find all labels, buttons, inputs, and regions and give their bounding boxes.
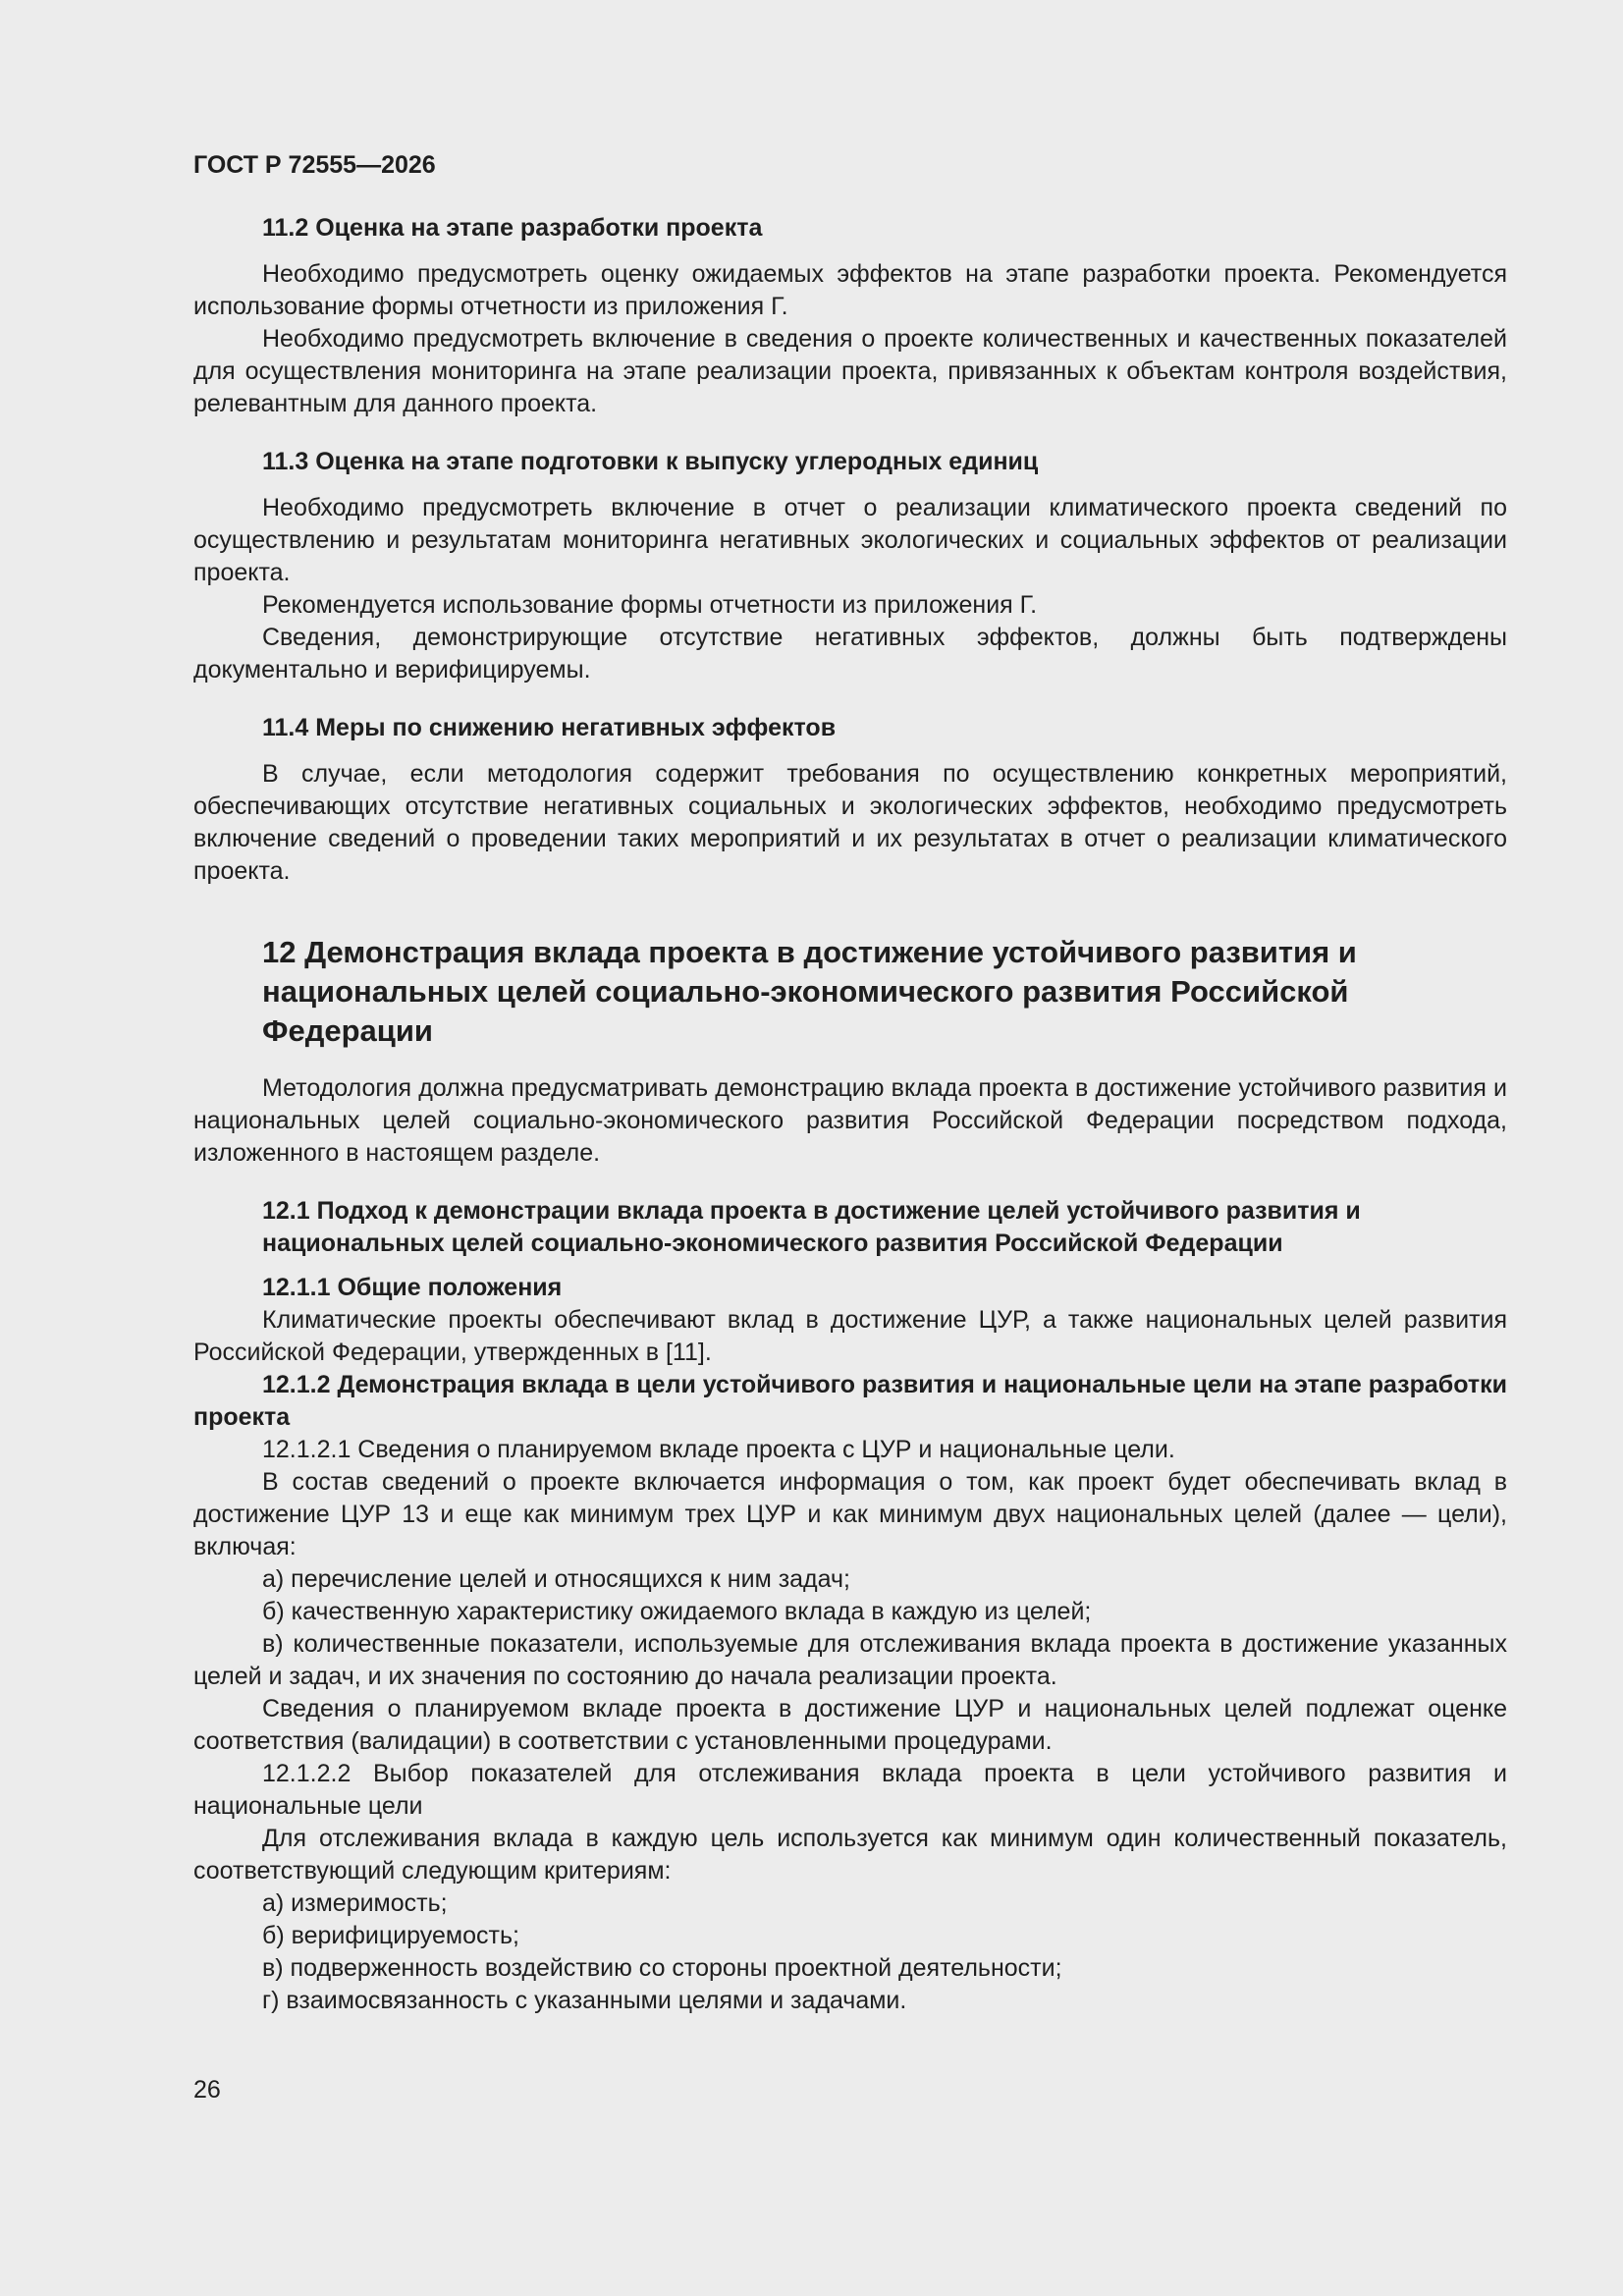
section-12-1-1-paragraph-1: Климатические проекты обеспечивают вклад в достижение ЦУР, а также национальных целей развития Российской Федерации, утвержденных в [11]. xyxy=(193,1306,1507,1366)
section-12-paragraph-1: Методология должна предусматривать демонстрацию вклада проекта в достижение устойчивого развития и национальных целей социально-экономического развития Российской Федерации посредством подхода, изложенного в настоящем разделе. xyxy=(193,1074,1507,1167)
section-12-1-2-paragraph-5: Для отслеживания вклада в каждую цель используется как минимум один количественный показатель, соответствующий следующим критериям: xyxy=(193,1825,1507,1885)
section-12-1-2-1-paragraph: 12.1.2.1 Сведения о планируемом вкладе проекта с ЦУР и национальные цели. xyxy=(262,1436,1175,1463)
list-item: в) подверженность воздействию со стороны проектной деятельности; xyxy=(262,1954,1062,1982)
section-12-1-2-paragraph-3: Сведения о планируемом вкладе проекта в достижение ЦУР и национальных целей подлежат оценке соответствия (валидации) в соответствии с установленными процедурами. xyxy=(193,1695,1507,1755)
section-12-1-title: 12.1 Подход к демонстрации вклада проекта в достижение целей устойчивого развития и национальных целей социально-экономического развития Российской Федерации xyxy=(262,1197,1361,1257)
page-number: 26 xyxy=(193,2076,221,2104)
section-11-2-title: 11.2 Оценка на этапе разработки проекта xyxy=(262,214,763,242)
list-item: б) качественную характеристику ожидаемого вклада в каждую из целей; xyxy=(262,1598,1092,1625)
section-11-3-paragraph-2: Рекомендуется использование формы отчетности из приложения Г. xyxy=(262,591,1038,619)
section-11-4-paragraph-1: В случае, если методология содержит требования по осуществлению конкретных мероприятий, обеспечивающих отсутствие негативных социальных и экологических эффектов, необходимо предусмотреть включение сведений о проведении таких мероприятий и их результатах в отчет о реализации климатического проекта. xyxy=(193,760,1507,885)
list-item: а) перечисление целей и относящихся к ним задач; xyxy=(262,1565,850,1593)
page-content xyxy=(193,145,1507,2017)
list-item: г) взаимосвязанность с указанными целями и задачами. xyxy=(262,1987,907,2014)
section-11-2-paragraph-1: Необходимо предусмотреть оценку ожидаемых эффектов на этапе разработки проекта. Рекомендуется использование формы отчетности из приложения Г. xyxy=(193,260,1507,320)
section-12-title: 12 Демонстрация вклада проекта в достижение устойчивого развития и национальных целей социально-экономического развития Российской Федерации xyxy=(262,935,1357,1048)
section-11-3-title: 11.3 Оценка на этапе подготовки к выпуску углеродных единиц xyxy=(262,448,1039,475)
section-12-1-2-title: 12.1.2 Демонстрация вклада в цели устойчивого развития и национальные цели на этапе разработки проекта xyxy=(193,1371,1507,1431)
section-11-3-paragraph-3: Сведения, демонстрирующие отсутствие негативных эффектов, должны быть подтверждены документально и верифицируемы. xyxy=(193,624,1507,683)
list-item: а) измеримость; xyxy=(262,1889,448,1917)
document-code: ГОСТ Р 72555—2026 xyxy=(193,151,436,179)
list-item: б) верифицируемость; xyxy=(262,1922,519,1949)
section-11-3-paragraph-1: Необходимо предусмотреть включение в отчет о реализации климатического проекта сведений по осуществлению и результатам мониторинга негативных экологических и социальных эффектов от реализации проекта. xyxy=(193,494,1507,586)
section-12-1-2-paragraph-2: В состав сведений о проекте включается информация о том, как проект будет обеспечивать вклад в достижение ЦУР 13 и еще как минимум трех ЦУР и как минимум двух национальных целей (далее — цели), включая: xyxy=(193,1468,1507,1560)
section-12-1-2-2-paragraph: 12.1.2.2 Выбор показателей для отслеживания вклада проекта в цели устойчивого развития и национальные цели xyxy=(193,1760,1507,1820)
list-item: в) количественные показатели, используемые для отслеживания вклада проекта в достижение указанных целей и задач, и их значения по состоянию до начала реализации проекта. xyxy=(193,1630,1507,1690)
section-11-2-paragraph-2: Необходимо предусмотреть включение в сведения о проекте количественных и качественных показателей для осуществления мониторинга на этапе реализации проекта, привязанных к объектам контроля воздействия, релевантным для данного проекта. xyxy=(193,325,1507,417)
section-12-1-1-title: 12.1.1 Общие положения xyxy=(262,1274,563,1301)
section-11-4-title: 11.4 Меры по снижению негативных эффектов xyxy=(262,714,837,741)
